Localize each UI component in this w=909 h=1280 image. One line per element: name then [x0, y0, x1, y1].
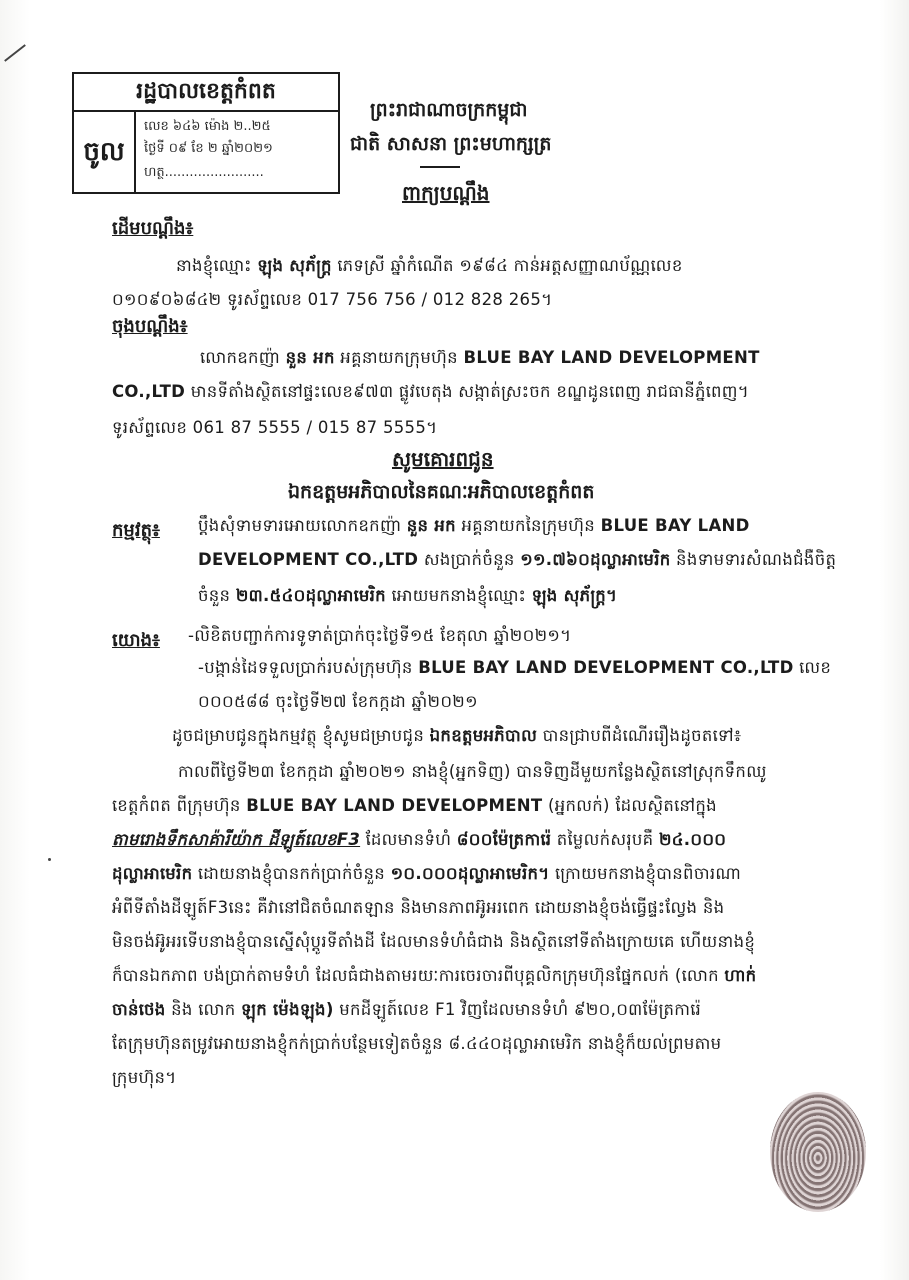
body-line-4-tail: ក្រោយមកនាងខ្ញុំបានពិចារណា [555, 864, 742, 883]
subject-name: នួន អក [406, 516, 456, 535]
subject-amount: ១១.៧៦០ដុល្លាអាមេរិក [520, 550, 671, 569]
kingdom-header: ព្រះរាជាណាចក្រកម្ពុជា [370, 99, 528, 121]
respect-heading: សូមគោរពជូន [392, 447, 494, 471]
subject-repay: សងប្រាក់ចំនួន [423, 550, 515, 569]
plaintiff-prefix: នាងខ្ញុំឈ្មោះ [176, 256, 252, 275]
subject-compensation-amount: ២៣.៥៤០ដុល្លាអាមេរិក [235, 586, 386, 605]
stamp-signature-row: ហត្ថ........................ [144, 165, 264, 180]
subject-title: អគ្គនាយកនៃក្រុមហ៊ុន [461, 516, 596, 535]
reference-line-2 [198, 658, 831, 682]
subject-label: កម្មវត្ថុ៖ [112, 520, 160, 541]
defendant-company-suffix: CO.,LTD [112, 382, 186, 401]
body-line-3-price-text: តម្លៃលក់សរុបគឺ [556, 830, 654, 849]
body-line-7-name: ហាក់ [724, 966, 757, 985]
body-line-8-text: និង លោក [171, 1000, 236, 1019]
subject-text: ប្តឹងសុំទាមទារអោយលោកឧកញ៉ា [198, 516, 402, 535]
body-line-4-deposit: ១០.០០០ដុល្លាអាមេរិក។ [390, 864, 550, 883]
thumbprint-image [770, 1092, 866, 1212]
body-line-9: តែក្រុមហ៊ុនតម្រូវអោយនាងខ្ញុំកក់ប្រាក់បន្ថែមទៀតចំនួន ៨.៤៤០ដុល្លាអាមេរិក នាងខ្ញុំក៏យល់ព្រមតាម [112, 1034, 722, 1053]
defendant-line-3: ទូរស័ព្ទលេខ 061 87 5555 / 015 87 5555។ [112, 418, 438, 437]
defendant-address: មានទីតាំងស្ថិតនៅផ្ទះលេខ៩៧៣ ផ្លូវបេតុង សង្កាត់ស្រះចក ខណ្ឌដូនពេញ រាជធានីភ្នំពេញ។ [190, 382, 749, 401]
reference-line-1: -លិខិតបញ្ជាក់ការទូទាត់ប្រាក់ចុះថ្ងៃទី១៥ ខែតុលា ឆ្នាំ២០២១។ [188, 626, 572, 645]
subject-company-2: DEVELOPMENT CO.,LTD [198, 550, 419, 569]
body-line-8-name-1: ចាន់ថេង [112, 1000, 166, 1019]
body-intro [172, 726, 741, 750]
stamp-received-label: ចូល [74, 112, 136, 192]
body-line-7-text: ក៏បានឯកភាព បង់ប្រាក់តាមទំហំ ដែលធំជាងតាមរយៈការចេរចារពីបុគ្គលិកក្រុមហ៊ុនផ្នែកលក់ (លោក [112, 966, 719, 985]
stamp-title: រដ្ឋបាលខេត្តកំពត [74, 74, 338, 112]
reference-company: BLUE BAY LAND DEVELOPMENT CO.,LTD [418, 658, 794, 677]
motto-header: ជាតិ សាសនា ព្រះមហាក្សត្រ [350, 133, 552, 155]
defendant-label: ចុងបណ្តឹង៖ [112, 316, 188, 337]
plaintiff-line-1 [176, 256, 683, 280]
reference-receipt: -បង្កាន់ដៃទទួលប្រាក់របស់ក្រុមហ៊ុន [198, 658, 413, 677]
stamp-date-row: ថ្ងៃទី ០៩ ខែ ២ ឆ្នាំ២០២១ [144, 141, 273, 156]
pen-mark [4, 44, 26, 62]
body-line-4 [112, 864, 741, 888]
defendant-prefix: លោកឧកញ៉ា [200, 348, 281, 367]
dot-mark [48, 858, 51, 861]
body-line-1: កាលពីថ្ងៃទី២៣ ខែកក្កដា ឆ្នាំ២០២១ នាងខ្ញុំ(អ្នកទិញ) បានទិញដីមួយកន្លែងស្ថិតនៅស្រុកទឹកឈូ [178, 762, 767, 781]
defendant-line-2 [112, 382, 749, 406]
body-line-8-name-2: ឡុក ម៉េងឡុង) [241, 1000, 334, 1019]
plaintiff-details: ភេទស្រី ឆ្នាំកំណើត ១៩៨៤ កាន់អត្តសញ្ញាណប័ណ្ណលេខ [337, 256, 683, 275]
body-line-3-location: តាមរោងទឹកសាគ៉ារីយ៉ាក ដីឡូត៍លេខF3 [112, 830, 361, 849]
stamp-number-row: លេខ ៦៤៦ ម៉ោង ២..២៥ [144, 119, 271, 134]
body-intro-bold: ឯកឧត្តមអភិបាល [429, 726, 538, 745]
subject-company: BLUE BAY LAND [600, 516, 750, 535]
subject-plaintiff-name: ឡុង សុភ័ក្រ្ត។ [531, 586, 618, 605]
body-line-8-tail: មកដីឡូត៍លេខ F1 វិញដែលមានទំហំ ៩២០,០៣ម៉ែត្រការ៉េ [339, 1000, 702, 1019]
reference-line-3: ០០០៥៨៨ ចុះថ្ងៃទី២៧ ខែកក្កដា ឆ្នាំ២០២១ [198, 692, 478, 711]
reference-label: យោង៖ [112, 630, 160, 651]
body-line-3 [112, 830, 726, 854]
subject-count: ចំនួន [198, 586, 231, 605]
body-intro-text: ដូចជម្រាបជូនក្នុងកម្មវត្ថុ ខ្ញុំសូមជម្រាបជូន [172, 726, 425, 745]
body-line-10: ក្រុមហ៊ុន។ [112, 1068, 177, 1087]
body-line-7 [112, 966, 756, 990]
body-line-3-text: ដែលមានទំហំ [365, 830, 452, 849]
plaintiff-label: ដើមបណ្តឹង៖ [112, 218, 194, 239]
body-line-3-price: ២៤.០០០ [659, 830, 727, 849]
defendant-name: នួន អក [285, 348, 335, 367]
body-line-2 [112, 796, 717, 820]
reference-number-label: លេខ [799, 658, 832, 677]
body-line-3-area: ៨០០ម៉ែត្រការ៉េ [456, 830, 552, 849]
plaintiff-line-2: ០១០៩០៦៨៤២ ទូរស័ព្ទលេខ 017 756 756 / 012 828 265។ [112, 290, 553, 309]
document-title: ពាក្យបណ្តឹង [402, 181, 490, 205]
subject-line-2 [198, 550, 836, 574]
subject-line-3 [198, 586, 617, 610]
body-line-8 [112, 1000, 701, 1024]
body-intro-tail: បានជ្រាបពីដំណើររឿងដូចតទៅ៖ [542, 726, 742, 745]
body-line-5: អំពីទីតាំងដីឡូត៍F3នេះ គឺវានៅជិតចំណតឡាន និងមានភាពអ៊ូអរពេក ដោយនាងខ្ញុំចង់ធ្វើផ្ទះល្វែង និង [112, 898, 725, 917]
body-line-4-text: ដោយនាងខ្ញុំបានកក់ប្រាក់ចំនួន [197, 864, 386, 883]
subject-compensation: និងទាមទារសំណងជំងឺចិត្ត [676, 550, 837, 569]
subject-line-1 [198, 516, 750, 540]
body-line-4-currency: ដុល្លាអាមេរិក [112, 864, 193, 883]
body-line-6: មិនចង់អ៊ូអរទើបនាងខ្ញុំបានស្នើសុំប្តូរទីតាំងដី ដែលមានទំហំធំជាង និងស្ថិតនៅទីតាំងក្រោយគេ ហើយនាងខ្ញុំ [112, 932, 756, 951]
header-divider [420, 166, 460, 168]
body-line-2-text: ខេត្តកំពត ពីក្រុមហ៊ុន [112, 796, 241, 815]
defendant-title: អគ្គនាយកក្រុមហ៊ុន [340, 348, 458, 367]
recipient-heading: ឯកឧត្តមអភិបាលនៃគណៈអភិបាលខេត្តកំពត [288, 481, 595, 503]
reception-stamp [72, 72, 340, 194]
subject-to: អោយមកនាងខ្ញុំឈ្មោះ [391, 586, 527, 605]
body-line-2-tail: (អ្នកលក់) ដែលស្ថិតនៅក្នុង [547, 796, 717, 815]
defendant-company: BLUE BAY LAND DEVELOPMENT [463, 348, 760, 367]
defendant-line-1 [200, 348, 760, 372]
plaintiff-name: ឡុង សុភ័ក្រ្ត [257, 256, 332, 275]
body-line-2-company: BLUE BAY LAND DEVELOPMENT [246, 796, 543, 815]
